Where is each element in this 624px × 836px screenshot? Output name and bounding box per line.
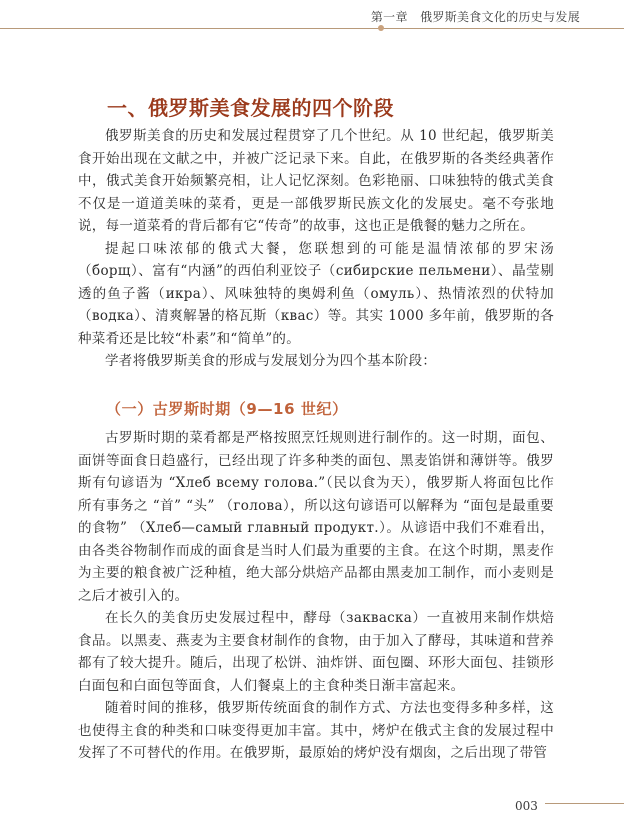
section-heading: 一、俄罗斯美食发展的四个阶段: [107, 96, 394, 120]
paragraph: 在长久的美食历史发展过程中，酵母（закваска）一直被用来制作烘焙食品。以黑麦、燕麦为主要食材制作的食物，由于加入了酵母，其味道和营养都有了较大提升。随后，出现了松饼、油炸饼、面包圈、环形大面包、挂锁形白面包和白面包等面食，人们餐桌上的主食种类日渐丰富起来。: [78, 610, 554, 694]
chapter-label: 第一章: [370, 10, 408, 24]
chapter-title: 俄罗斯美食文化的历史与发展: [420, 10, 580, 24]
page-number: 003: [515, 799, 538, 813]
subsection-heading: （一）古罗斯时期（9—16 世纪）: [106, 400, 348, 418]
running-header: [371, 8, 580, 25]
section-body: [78, 125, 554, 373]
paragraph: 随着时间的推移，俄罗斯传统面食的制作方式、方法也变得多种多样，这也使得主食的种类和口味变得更加丰富。其中，烤炉在俄式主食的发展过程中发挥了不可替代的作用。在俄罗斯，最原始的烤炉没有烟囱，之后出现了带管: [78, 700, 554, 761]
header-divider-dot: [378, 25, 384, 31]
subsection-body: [78, 427, 554, 765]
paragraph: 学者将俄罗斯美食的形成与发展划分为四个基本阶段：: [105, 353, 437, 369]
paragraph: 提起口味浓郁的俄式大餐，您联想到的可能是温情浓郁的罗宋汤（борщ）、富有“内涵”的西伯利亚饺子（сибирские пельмени）、晶莹剔透的鱼子酱（икра）、风味独特的奥姆利鱼（омуль）、热情浓烈的伏特加（водка）、清爽解暑的格瓦斯（квас）等。其实 1000 多年前，俄罗斯的各种菜肴还是比较“朴素”和“简单”的。: [78, 240, 554, 347]
paragraph: 古罗斯时期的菜肴都是严格按照烹饪规则进行制作的。这一时期，面包、面饼等面食日趋盛行，已经出现了许多种类的面包、黑麦馅饼和薄饼等。俄罗斯有句谚语为 “Хлеб всему голова.”（民以食为天），俄罗斯人将面包比作所有事务之 “首” “头” （голова），所以这句谚语可以解释为 “面包是最重要的食物” （Хлеб—самый главный продукт.）。从谚语中我们不难看出，由各类谷物制作而成的面食是当时人们最为重要的主食。在这个时期，黑麦作为主要的粮食被广泛种植，绝大部分烘焙产品都由黑麦加工制作，而小麦则是之后才被引入的。: [78, 430, 554, 604]
footer-divider: [545, 803, 624, 804]
paragraph: 俄罗斯美食的历史和发展过程贯穿了几个世纪。从 10 世纪起，俄罗斯美食开始出现在文献之中，并被广泛记录下来。自此，在俄罗斯的各类经典著作中，俄式美食开始频繁亮相，让人记忆深刻。色彩艳丽、口味独特的俄式美食不仅是一道道美味的菜肴，更是一部俄罗斯民族文化的发展史。毫不夸张地说，每一道菜肴的背后都有它“传奇”的故事，这也正是俄餐的魅力之所在。: [78, 128, 554, 234]
header-divider: [0, 28, 624, 29]
